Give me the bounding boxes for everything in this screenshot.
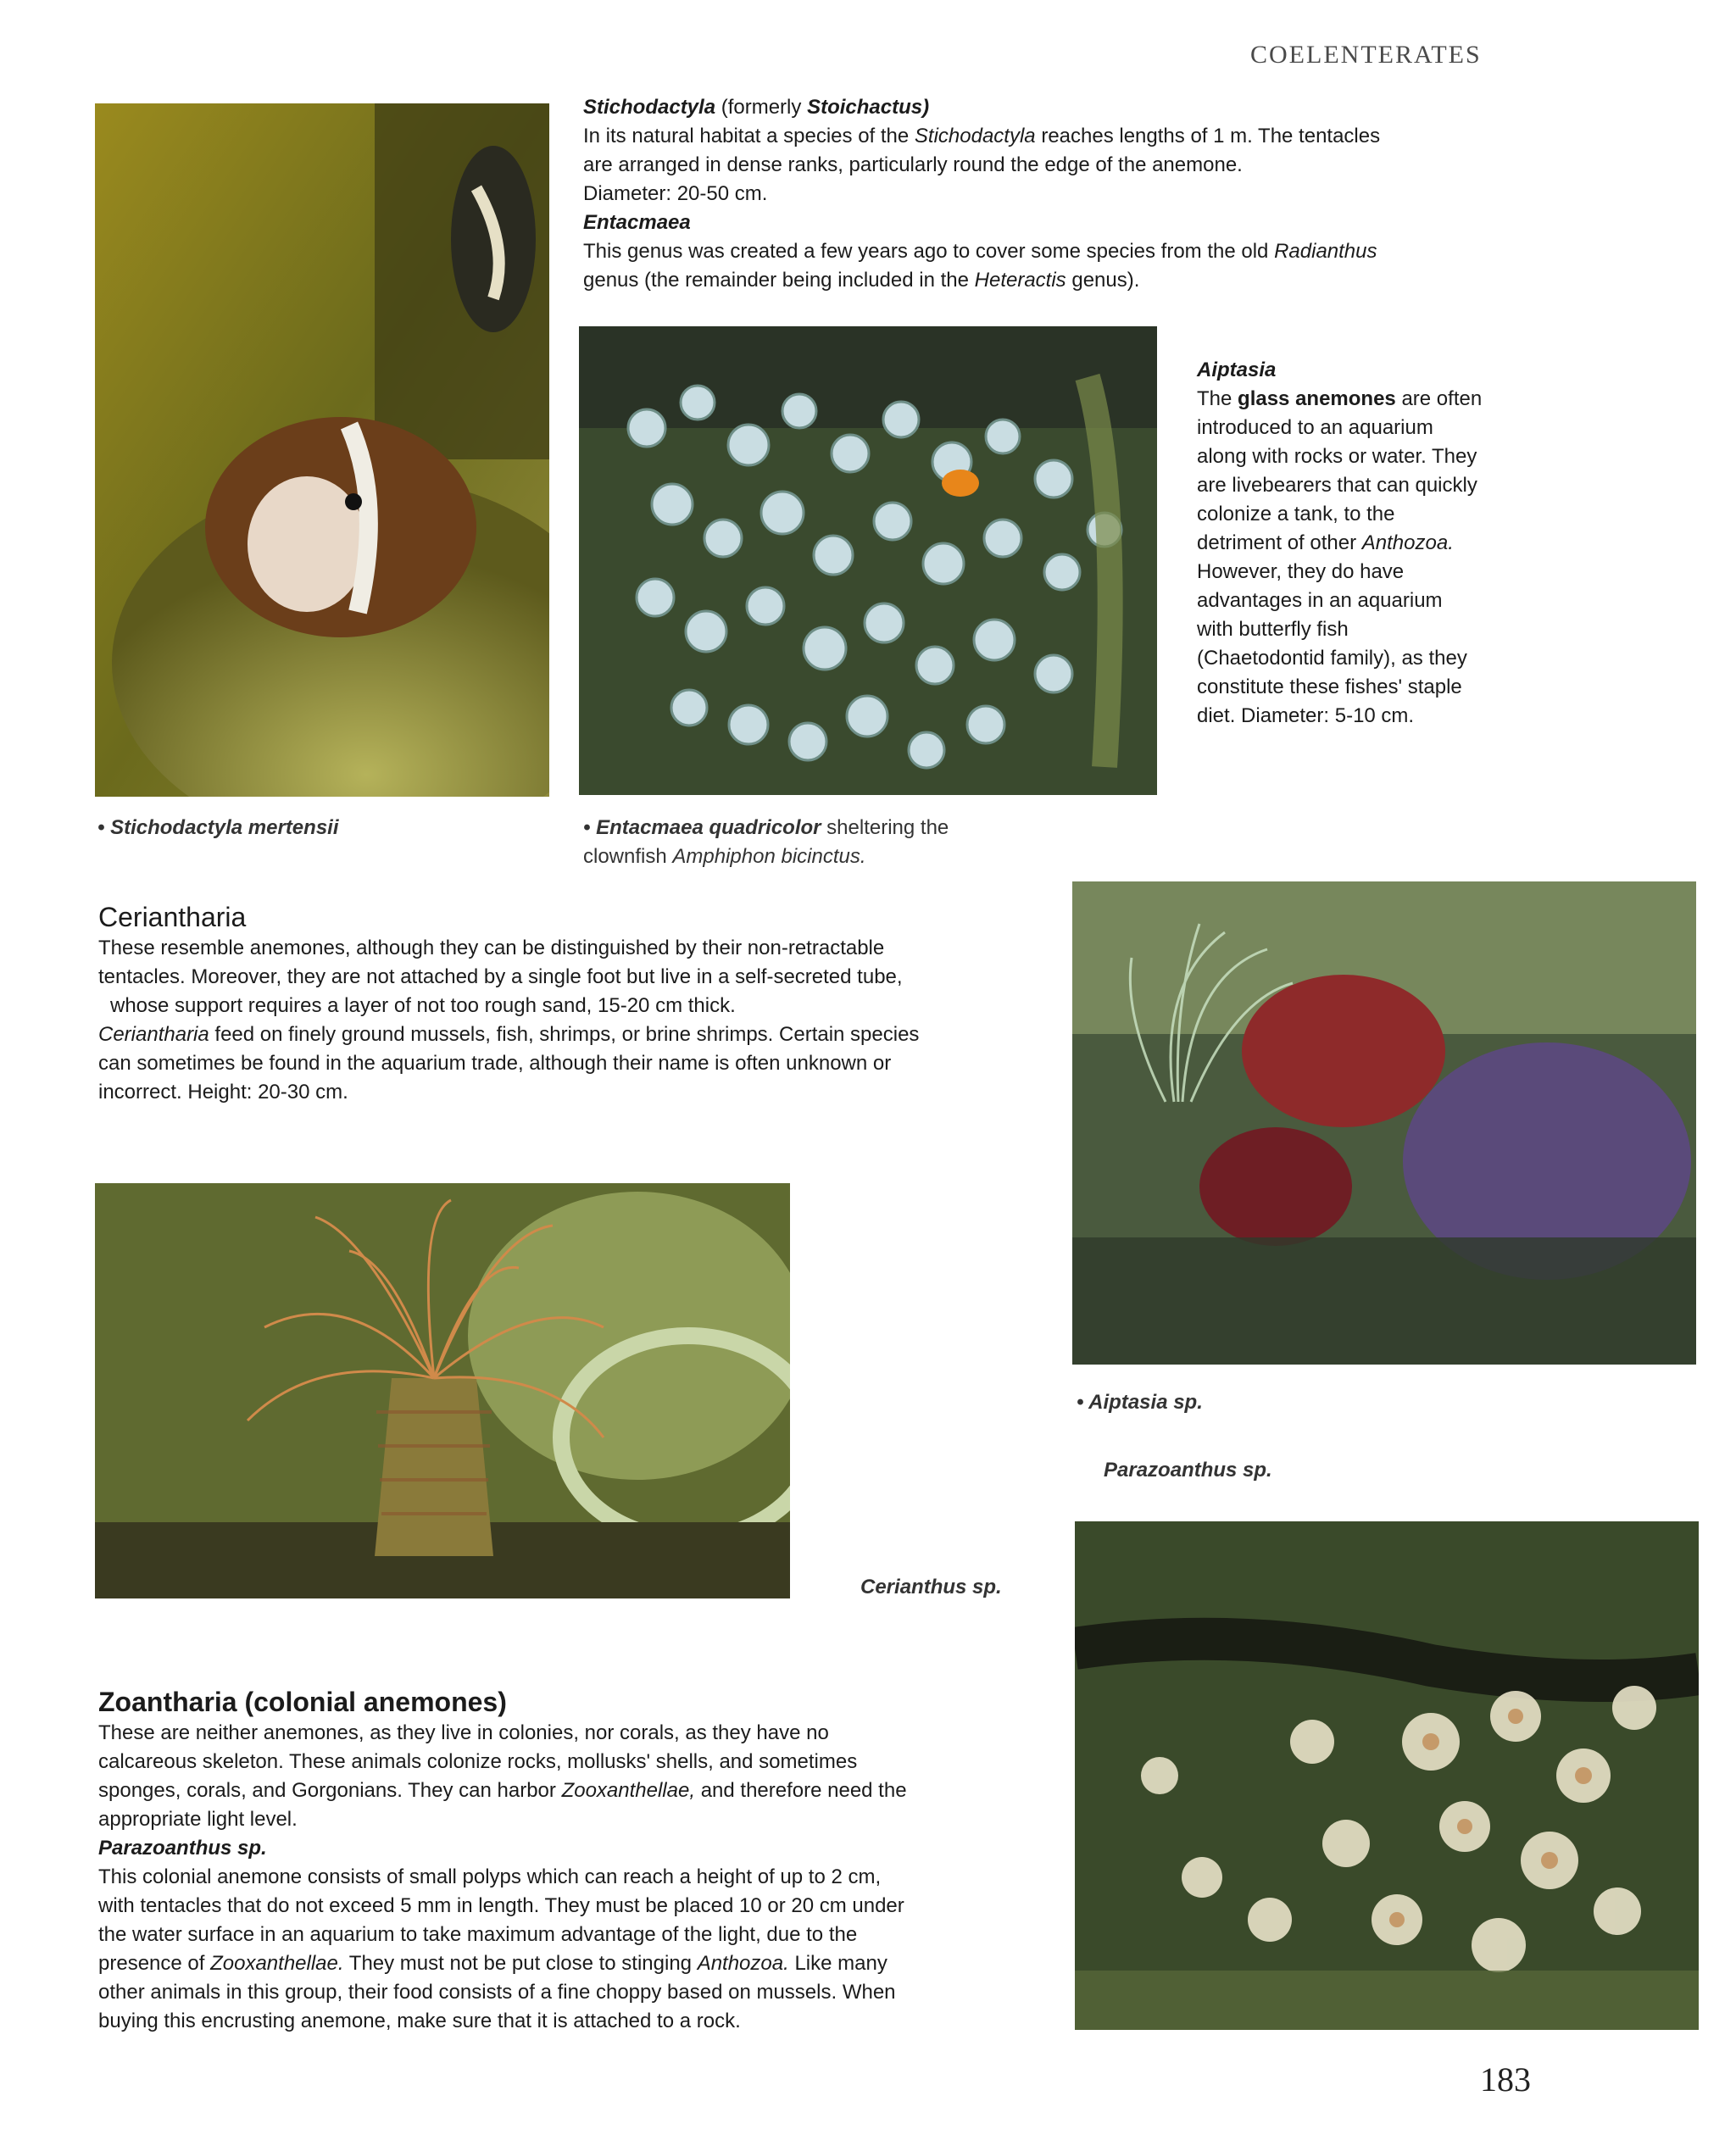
stichodactyla-text: Stichodactyla (formerly Stoichactus) In its natural habitat a species of the Stichodactyla reaches lengths of 1 m. The tentacles are arranged in dense ranks, particularly round the edge of the anemone. Diameter: 20-50 cm. Entacmaea This genus was created a few years ago to cover some species from the old Radianthus genus (the remainder being included in the Heteractis genus). [583, 93, 1516, 295]
parazoanthus-title: Parazoanthus sp. [98, 1837, 267, 1860]
aiptasia-text: Aiptasia The glass anemones are often introduced to an aquarium along with rocks or water. They are livebearers that can quickly colonize a tank, to the detriment of other Anthozoa. However, they do have advantages in an aquarium with butterfly fish (Chaetodontid family), as they constitute these fishes' staple diet. Diameter: 5-10 cm. [1197, 356, 1621, 731]
caption-stichodactyla: • Stichodactyla mertensii [97, 816, 339, 839]
caption-cerianthus: Cerianthus sp. [860, 1576, 1002, 1598]
stichodactyla-title: Stichodactyla [583, 96, 716, 119]
photo-cerianthus [95, 1183, 790, 1598]
caption-parazoanthus: Parazoanthus sp. [1104, 1459, 1272, 1482]
caption-aiptasia: • Aiptasia sp. [1077, 1391, 1203, 1414]
photo-aiptasia [1072, 881, 1696, 1365]
ceriantharia-heading: Ceriantharia [98, 902, 247, 932]
entacmaea-title: Entacmaea [583, 211, 691, 234]
photo-parazoanthus [1075, 1521, 1699, 2030]
zoantharia-section: Zoantharia (colonial anemones) These are neither anemones, as they live in colonies, nor corals, as they have no calcareous skeleton. These animals colonize rocks, mollusks' shells, and sometimes sponges, corals, and Gorgonians. They can harbor Zooxanthellae, and therefore need the appropriate light level. Parazoanthus sp. This colonial anemone consists of small polyps which can reach a height of up to 2 cm, with tentacles that do not exceed 5 mm in length. They must be placed 10 or 20 cm under the water surface in an aquarium to take maximum advantage of the light, due to the presence of Zooxanthellae. They must not be put close to stinging Anthozoa. Like many other animals in this group, their food consists of a fine choppy based on mussels. When buying this encrusting anemone, make sure that it is attached to a rock. [98, 1685, 1073, 2036]
photo-entacmaea [579, 326, 1157, 795]
page-number: 183 [1480, 2060, 1531, 2099]
zoantharia-heading: Zoantharia (colonial anemones) [98, 1687, 507, 1717]
ceriantharia-section: Ceriantharia These resemble anemones, although they can be distinguished by their non-retractable tentacles. Moreover, they are not attached by a single foot but live in a self-secreted tube, whose support requires a layer of not too rough sand, 15-20 cm thick. Ceriantharia feed on finely ground mussels, fish, shrimps, or brine shrimps. Certain species can sometimes be found in the aquarium trade, although their name is often unknown or incorrect. Height: 20-30 cm. [98, 900, 1073, 1107]
aiptasia-title: Aiptasia [1197, 359, 1277, 381]
running-header: COELENTERATES [1250, 41, 1482, 69]
photo-stichodactyla [95, 103, 549, 797]
caption-entacmaea: • Entacmaea quadricolor sheltering the clownfish Amphiphon bicinctus. [583, 816, 949, 868]
